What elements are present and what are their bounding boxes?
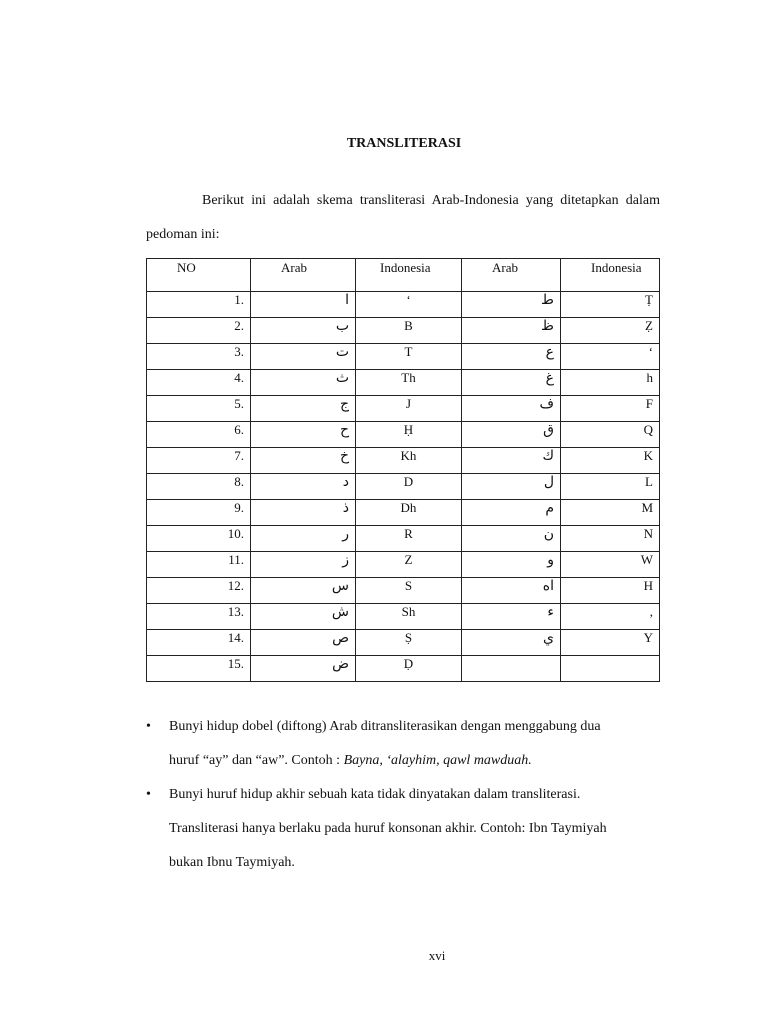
table-row: [147, 422, 660, 448]
row-number: 3.: [147, 344, 251, 370]
arabic-letter: ص: [251, 630, 356, 656]
header-no: NO: [147, 259, 251, 292]
arabic-letter-2: ق: [462, 422, 561, 448]
row-number: 15.: [147, 656, 251, 682]
table-row: [147, 448, 660, 474]
note-line: [169, 710, 666, 744]
bullet-icon: •: [146, 787, 151, 802]
bullet-icon: •: [146, 719, 151, 734]
row-number: 10.: [147, 526, 251, 552]
arabic-letter: ز: [251, 552, 356, 578]
arabic-letter: ج: [251, 396, 356, 422]
latin-equivalent: Dh: [356, 500, 462, 526]
table-body: [147, 292, 660, 682]
row-number: 14.: [147, 630, 251, 656]
latin-equivalent-2: M: [561, 500, 660, 526]
list-item: [146, 778, 666, 880]
arabic-letter-2: ك: [462, 448, 561, 474]
note-line: [169, 846, 666, 880]
example-words: Bayna, ‘alayhim, qawl mawduah.: [343, 753, 532, 768]
arabic-letter-2: ء: [462, 604, 561, 630]
latin-equivalent-2: H: [561, 578, 660, 604]
page-title: TRANSLITERASI: [346, 136, 462, 151]
list-item: [146, 710, 666, 778]
latin-equivalent-2: Ṭ: [561, 292, 660, 318]
arabic-letter-2: و: [462, 552, 561, 578]
table-row: [147, 396, 660, 422]
latin-equivalent-2: F: [561, 396, 660, 422]
arabic-letter-2: ل: [462, 474, 561, 500]
latin-equivalent-2: W: [561, 552, 660, 578]
latin-equivalent-2: [561, 656, 660, 682]
arabic-letter: ح: [251, 422, 356, 448]
latin-equivalent: Th: [356, 370, 462, 396]
row-number: 4.: [147, 370, 251, 396]
latin-equivalent-2: K: [561, 448, 660, 474]
row-number: 1.: [147, 292, 251, 318]
table-row: [147, 370, 660, 396]
latin-equivalent: ‘: [356, 292, 462, 318]
row-number: 11.: [147, 552, 251, 578]
note-line: [169, 812, 666, 846]
header-indonesia-2: Indonesia: [561, 259, 660, 292]
arabic-letter: ا: [251, 292, 356, 318]
arabic-letter: د: [251, 474, 356, 500]
arabic-letter-2: [462, 656, 561, 682]
table-row: [147, 526, 660, 552]
latin-equivalent-2: L: [561, 474, 660, 500]
arabic-letter-2: ع: [462, 344, 561, 370]
arabic-letter: س: [251, 578, 356, 604]
table-row: [147, 604, 660, 630]
row-number: 9.: [147, 500, 251, 526]
latin-equivalent-2: Y: [561, 630, 660, 656]
latin-equivalent: Sh: [356, 604, 462, 630]
latin-equivalent-2: N: [561, 526, 660, 552]
arabic-letter: ث: [251, 370, 356, 396]
arabic-letter: خ: [251, 448, 356, 474]
table-row: [147, 318, 660, 344]
latin-equivalent: Kh: [356, 448, 462, 474]
note-line: [169, 744, 666, 778]
latin-equivalent: S: [356, 578, 462, 604]
table-row: [147, 578, 660, 604]
header-arab-2: Arab: [462, 259, 561, 292]
row-number: 7.: [147, 448, 251, 474]
arabic-letter: ر: [251, 526, 356, 552]
table-row: [147, 656, 660, 682]
table-row: [147, 344, 660, 370]
note-text: Bunyi huruf hidup akhir sebuah kata tidak dinyatakan dalam transliterasi.: [169, 787, 581, 802]
table-row: [147, 292, 660, 318]
arabic-letter: ت: [251, 344, 356, 370]
latin-equivalent-2: Ẓ: [561, 318, 660, 344]
note-text: huruf “ay” dan “aw”. Contoh :: [169, 753, 344, 768]
arabic-letter-2: م: [462, 500, 561, 526]
row-number: 2.: [147, 318, 251, 344]
latin-equivalent-2: h: [561, 370, 660, 396]
note-text: Transliterasi hanya berlaku pada huruf konsonan akhir. Contoh: Ibn Taymiyah: [169, 821, 607, 836]
arabic-letter-2: ن: [462, 526, 561, 552]
note-text: bukan Ibnu Taymiyah.: [169, 855, 295, 870]
latin-equivalent: D: [356, 474, 462, 500]
page-number: xvi: [428, 948, 446, 963]
arabic-letter-2: ي: [462, 630, 561, 656]
latin-equivalent-2: ,: [561, 604, 660, 630]
row-number: 13.: [147, 604, 251, 630]
row-number: 6.: [147, 422, 251, 448]
note-line: [169, 778, 666, 812]
latin-equivalent: Ḥ: [356, 422, 462, 448]
latin-equivalent: Ḍ: [356, 656, 462, 682]
latin-equivalent: Ṣ: [356, 630, 462, 656]
note-text: Bunyi hidup dobel (diftong) Arab ditransliterasikan dengan menggabung dua: [169, 719, 601, 734]
latin-equivalent: J: [356, 396, 462, 422]
arabic-letter-2: اه: [462, 578, 561, 604]
latin-equivalent-2: Q: [561, 422, 660, 448]
arabic-letter-2: ط: [462, 292, 561, 318]
arabic-letter: ذ: [251, 500, 356, 526]
table-header-row: [147, 259, 660, 292]
header-arab: Arab: [251, 259, 356, 292]
latin-equivalent-2: ‘: [561, 344, 660, 370]
row-number: 8.: [147, 474, 251, 500]
row-number: 12.: [147, 578, 251, 604]
table-row: [147, 500, 660, 526]
latin-equivalent: B: [356, 318, 462, 344]
arabic-letter-2: ظ: [462, 318, 561, 344]
header-indonesia: Indonesia: [356, 259, 462, 292]
arabic-letter: ض: [251, 656, 356, 682]
intro-paragraph: Berikut ini adalah skema transliterasi Arab-Indonesia yang ditetapkan dalam pedoman ini:: [146, 193, 660, 242]
arabic-letter-2: ف: [462, 396, 561, 422]
row-number: 5.: [147, 396, 251, 422]
latin-equivalent: R: [356, 526, 462, 552]
table-row: [147, 552, 660, 578]
transliteration-table: [146, 258, 660, 682]
table-row: [147, 630, 660, 656]
notes-list: [146, 710, 666, 880]
table-row: [147, 474, 660, 500]
latin-equivalent: Z: [356, 552, 462, 578]
latin-equivalent: T: [356, 344, 462, 370]
arabic-letter: ش: [251, 604, 356, 630]
arabic-letter-2: غ: [462, 370, 561, 396]
arabic-letter: ب: [251, 318, 356, 344]
